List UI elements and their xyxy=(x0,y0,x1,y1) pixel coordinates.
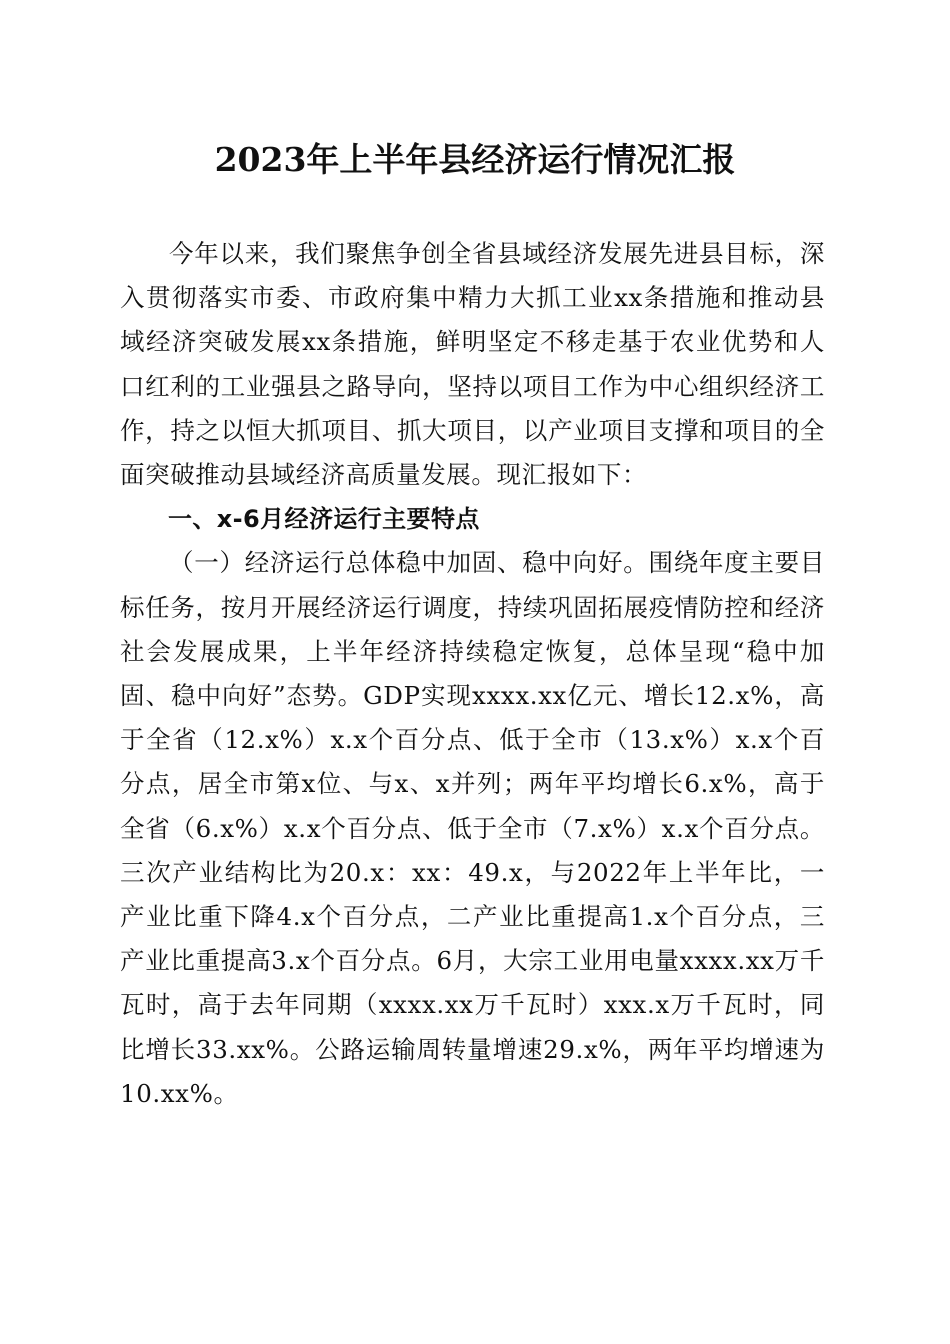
document-body xyxy=(120,232,825,1116)
section-heading: 一、x-6月经济运行主要特点 xyxy=(168,505,480,534)
document-title: 2023年上半年县经济运行情况汇报 xyxy=(214,140,736,179)
section-paragraph: （一）经济运行总体稳中加固、稳中向好。围绕年度主要目标任务，按月开展经济运行调度，持续巩固拓展疫情防控和经济社会发展成果，上半年经济持续稳定恢复，总体呈现“稳中加固、稳中向好”态势。GDP实现xxxx.xx亿元、增长12.x%，高于全省（12.x%）x.x个百分点、低于全市（13.x%）x.x个百分点，居全市第x位、与x、x并列；两年平均增长6.x%，高于全省（6.x%）x.x个百分点、低于全市（7.x%）x.x个百分点。三次产业结构比为20.x：xx：49.x，与2022年上半年比，一产业比重下降4.x个百分点，二产业比重提高1.x个百分点，三产业比重提高3.x个百分点。6月，大宗工业用电量xxxx.xx万千瓦时，高于去年同期（xxxx.xx万千瓦时）xxx.x万千瓦时，同比增长33.xx%。公路运输周转量增速29.x%，两年平均增速为10.xx%。 xyxy=(120,548,825,1108)
intro-paragraph: 今年以来，我们聚焦争创全省县域经济发展先进县目标，深入贯彻落实市委、市政府集中精力大抓工业xx条措施和推动县域经济突破发展xx条措施，鲜明坚定不移走基于农业优势和人口红利的工业强县之路导向，坚持以项目工作为中心组织经济工作，持之以恒大抓项目、抓大项目，以产业项目支撑和项目的全面突破推动县域经济高质量发展。现汇报如下： xyxy=(120,239,825,490)
